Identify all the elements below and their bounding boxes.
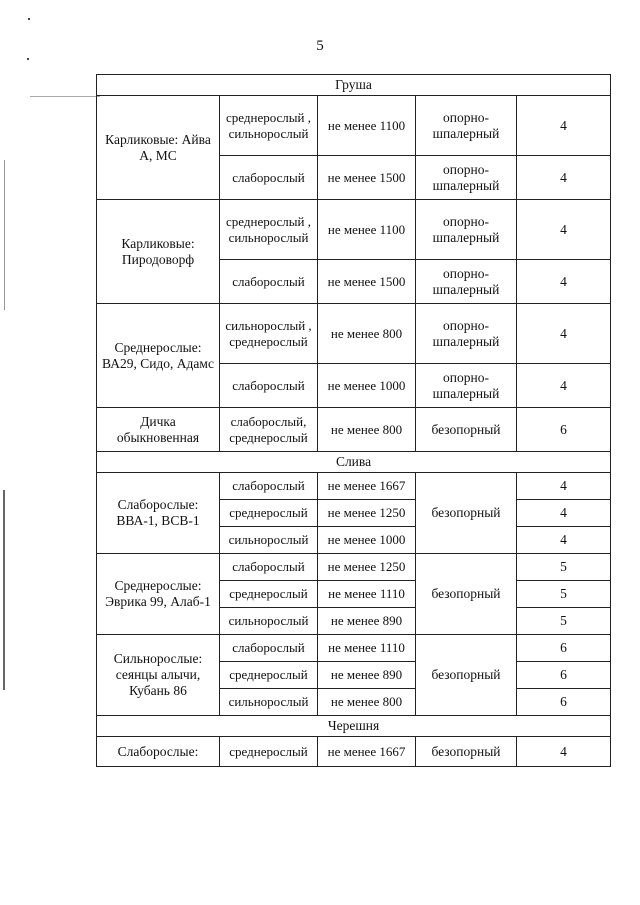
value-cell: 4 <box>517 473 611 500</box>
support-cell: опорно-шпалерный <box>416 304 517 364</box>
density-cell: не менее 800 <box>318 408 416 452</box>
table-row <box>97 635 611 662</box>
vigor-cell: сильнорослый <box>220 527 318 554</box>
section-title: Слива <box>97 452 611 473</box>
density-cell: не менее 1110 <box>318 581 416 608</box>
support-cell: безопорный <box>416 473 517 554</box>
scan-mark <box>3 490 5 690</box>
planting-table <box>96 74 611 767</box>
value-cell: 4 <box>517 737 611 767</box>
table-row <box>97 96 611 156</box>
density-cell: не менее 800 <box>318 304 416 364</box>
table-row <box>97 554 611 581</box>
density-cell: не менее 1110 <box>318 635 416 662</box>
density-cell: не менее 1667 <box>318 737 416 767</box>
section-title: Черешня <box>97 716 611 737</box>
scan-mark <box>4 160 5 310</box>
vigor-cell: сильнорослый <box>220 689 318 716</box>
vigor-cell: слаборослый <box>220 364 318 408</box>
density-cell: не менее 1500 <box>318 260 416 304</box>
value-cell: 4 <box>517 527 611 554</box>
value-cell: 4 <box>517 364 611 408</box>
vigor-cell: среднерослый <box>220 662 318 689</box>
section-title: Груша <box>97 75 611 96</box>
vigor-cell: слаборослый <box>220 260 318 304</box>
section-row <box>97 75 611 96</box>
density-cell: не менее 1667 <box>318 473 416 500</box>
density-cell: не менее 1250 <box>318 500 416 527</box>
rootstock-cell: Карликовые: Пиродоворф <box>97 200 220 304</box>
value-cell: 4 <box>517 304 611 364</box>
density-cell: не менее 1100 <box>318 200 416 260</box>
value-cell: 6 <box>517 408 611 452</box>
value-cell: 4 <box>517 500 611 527</box>
vigor-cell: среднерослый <box>220 581 318 608</box>
rootstock-cell: Сильнорослые: сеянцы алычи, Кубань 86 <box>97 635 220 716</box>
section-row <box>97 716 611 737</box>
support-cell: опорно-шпалерный <box>416 96 517 156</box>
value-cell: 5 <box>517 608 611 635</box>
table-body <box>97 75 611 767</box>
support-cell: опорно-шпалерный <box>416 260 517 304</box>
vigor-cell: слаборослый, среднерослый <box>220 408 318 452</box>
section-row <box>97 452 611 473</box>
scan-mark <box>30 96 100 97</box>
value-cell: 4 <box>517 156 611 200</box>
vigor-cell: слаборослый <box>220 156 318 200</box>
table-row <box>97 408 611 452</box>
vigor-cell: слаборослый <box>220 554 318 581</box>
rootstock-cell: Среднерослые: Эврика 99, Алаб-1 <box>97 554 220 635</box>
value-cell: 4 <box>517 260 611 304</box>
rootstock-cell: Слаборослые: ВВА-1, ВСВ-1 <box>97 473 220 554</box>
value-cell: 6 <box>517 689 611 716</box>
rootstock-cell: Слаборослые: <box>97 737 220 767</box>
vigor-cell: сильнорослый <box>220 608 318 635</box>
density-cell: не менее 1500 <box>318 156 416 200</box>
page-number: 5 <box>316 38 324 54</box>
value-cell: 6 <box>517 662 611 689</box>
vigor-cell: слаборослый <box>220 635 318 662</box>
support-cell: безопорный <box>416 737 517 767</box>
density-cell: не менее 1000 <box>318 527 416 554</box>
vigor-cell: среднерослый <box>220 500 318 527</box>
table-row <box>97 200 611 260</box>
density-cell: не менее 890 <box>318 662 416 689</box>
support-cell: опорно-шпалерный <box>416 156 517 200</box>
scan-mark <box>27 58 29 60</box>
rootstock-cell: Карликовые: Айва А, МС <box>97 96 220 200</box>
vigor-cell: слаборослый <box>220 473 318 500</box>
support-cell: безопорный <box>416 408 517 452</box>
table-row <box>97 737 611 767</box>
scan-mark <box>28 18 30 20</box>
support-cell: безопорный <box>416 554 517 635</box>
density-cell: не менее 1100 <box>318 96 416 156</box>
support-cell: безопорный <box>416 635 517 716</box>
value-cell: 4 <box>517 200 611 260</box>
density-cell: не менее 890 <box>318 608 416 635</box>
density-cell: не менее 1000 <box>318 364 416 408</box>
table-row <box>97 473 611 500</box>
density-cell: не менее 800 <box>318 689 416 716</box>
value-cell: 5 <box>517 554 611 581</box>
rootstock-cell: Среднерослые: ВА29, Сидо, Адамс <box>97 304 220 408</box>
density-cell: не менее 1250 <box>318 554 416 581</box>
vigor-cell: среднерослый , сильнорослый <box>220 96 318 156</box>
value-cell: 5 <box>517 581 611 608</box>
vigor-cell: среднерослый , сильнорослый <box>220 200 318 260</box>
support-cell: опорно-шпалерный <box>416 364 517 408</box>
vigor-cell: среднерослый <box>220 737 318 767</box>
table-row <box>97 304 611 364</box>
value-cell: 4 <box>517 96 611 156</box>
support-cell: опорно-шпалерный <box>416 200 517 260</box>
rootstock-cell: Дичка обыкновенная <box>97 408 220 452</box>
value-cell: 6 <box>517 635 611 662</box>
vigor-cell: сильнорослый , среднерослый <box>220 304 318 364</box>
